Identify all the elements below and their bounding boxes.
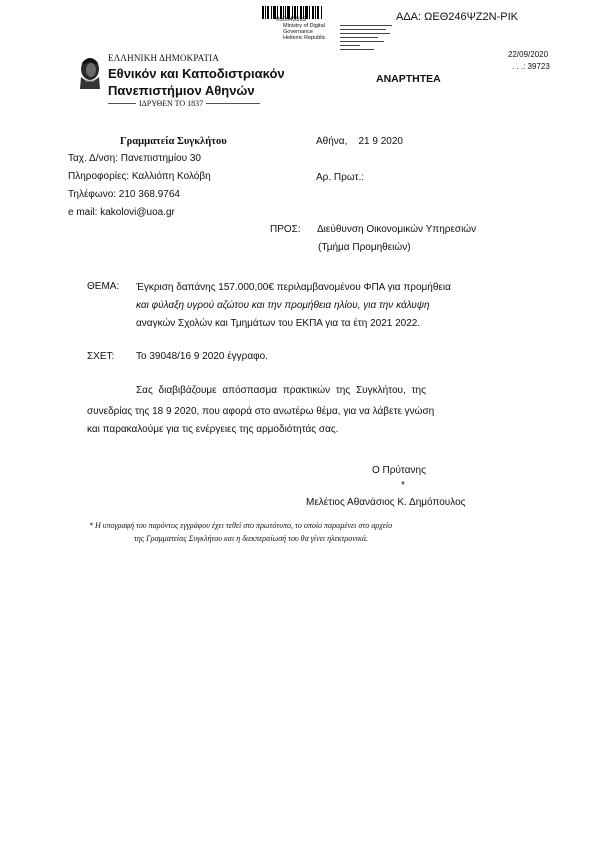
recipient-line2: (Τμήμα Προμηθειών) [318,242,411,253]
university-name-line1: Εθνικόν και Καποδιστριακόν [108,66,285,81]
recipient-label: ΠΡΟΣ: [270,224,301,235]
sender-email: e mail: kakolovi@uoa.gr [68,207,175,218]
sender-info: Πληροφορίες: Καλλιόπη Κολόβη [68,171,211,182]
subject-label: ΘΕΜΑ: [87,281,120,292]
signature-name: Μελέτιος Αθανάσιος Κ. Δημόπουλος [306,497,466,508]
reference-label: ΣΧΕΤ: [87,351,115,362]
department-title: Γραμματεία Συγκλήτου [120,136,227,147]
founded-label: ΙΔΡΥΘΕΝ ΤΟ 1837 [136,99,206,108]
sender-phone: Τηλέφωνο: 210 368.9764 [68,189,180,200]
subject-line3: αναγκών Σχολών και Τμημάτων του ΕΚΠΑ για τα έτη 2021 2022. [136,318,421,329]
university-logo [76,55,104,91]
reference-text: Το 39048/16 9 2020 έγγραφο. [136,351,268,362]
recipient-line1: Διεύθυνση Οικονομικών Υπηρεσιών [317,224,477,235]
body-line2: συνεδρίας της 18 9 2020, που αφορά στο ανωτέρω θέμα, για να λάβετε γνώση [87,406,435,417]
protocol-number: Αρ. Πρωτ.: [316,172,364,183]
barcode-number: 000043593 [276,17,307,23]
republic-label: ΕΛΛΗΝΙΚΗ ΔΗΜΟΚΡΑΤΙΑ [108,53,220,63]
sender-address: Ταχ. Δ/νση: Πανεπιστημίου 30 [68,153,201,164]
stamp-protocol: . . .: 39723 [512,62,550,71]
footnote-line1: * Η υπογραφή του παρόντος εγγράφου έχει τεθεί στο πρωτότυπο, το οποίο παραμένει στο αρχείο [89,521,393,530]
body-line3: και παρακαλούμε για τις ενέργειες της αρμοδιότητάς σας. [87,424,339,435]
body-line1: Σας διαβιβάζουμε απόσπασμα πρακτικών της Συγκλήτου, της [136,385,426,396]
place-date: Αθήνα, 21 9 2020 [316,136,403,147]
university-name-line2: Πανεπιστήμιον Αθηνών [108,83,255,98]
stamp-date: 22/09/2020 [508,50,549,59]
signature-asterisk: * [401,480,405,491]
ada-code: ΑΔΑ: ΩΕΘ246ΨΖ2Ν-ΡΙΚ [396,11,518,23]
signature-details-blur [340,23,396,53]
digital-signer: Ministry of Digital Governance Hellenic Republic [283,23,326,41]
footnote-line2: της Γραμματείας Συγκλήτου και η διεκπεραίωσή του θα γίνει ηλεκτρονικά. [134,534,369,543]
signature-title: Ο Πρύτανης [372,465,426,476]
subject-line1: Έγκριση δαπάνης 157.000,00€ περιλαμβανομένου ΦΠΑ για προμήθεια [136,282,451,293]
subject-line2: και φύλαξη υγρού αζώτου και την προμήθεια ηλίου, για την κάλυψη [136,300,430,311]
posting-label: ΑΝΑΡΤΗΤΕΑ [376,73,441,85]
